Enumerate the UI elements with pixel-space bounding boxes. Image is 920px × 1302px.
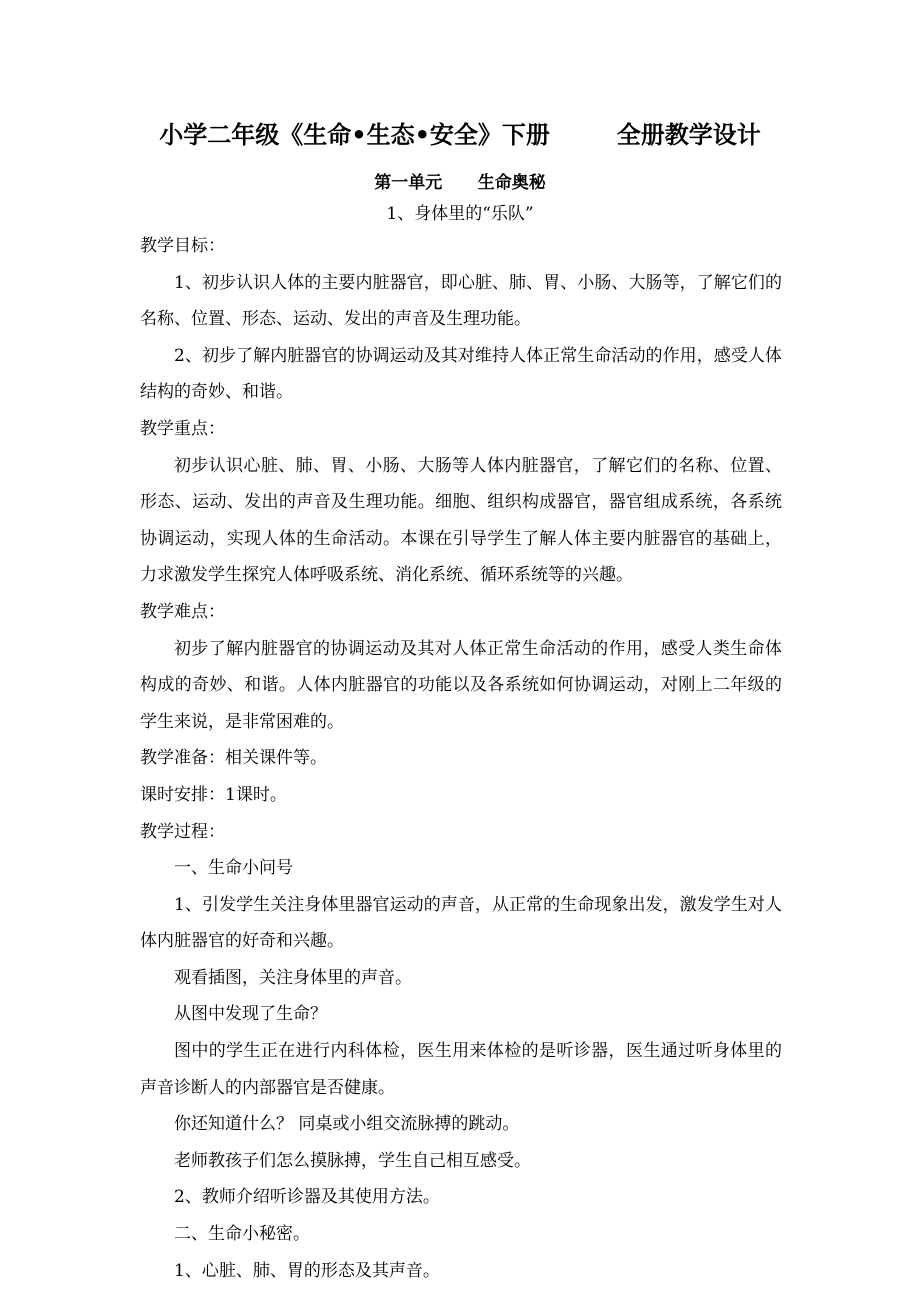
- paragraph: 初步认识心脏、肺、胃、小肠、大肠等人体内脏器官，了解它们的名称、位置、形态、运动、发出的声音及生理功能。细胞、组织构成器官，器官组成系统，各系统协调运动，实现人体的生命活动。本课在引导学生了解人体主要内脏器官的基础上，力求激发学生探究人体呼吸系统、消化系统、循环系统等的兴趣。: [140, 455, 782, 586]
- paragraph: 初步了解内脏器官的协调运动及其对人体正常生命活动的作用，感受人类生命体构成的奇妙、和谐。人体内脏器官的功能以及各系统如何协调运动，对刚上二年级的学生来说，是非常困难的。: [140, 638, 782, 732]
- lesson-heading: 1、身体里的“乐队”: [386, 204, 534, 224]
- document-body: [140, 228, 782, 1289]
- paragraph: 教学重点：: [140, 418, 225, 439]
- paragraph: 1、心脏、肺、胃的形态及其声音。: [174, 1260, 440, 1281]
- paragraph: 图中的学生正在进行内科体检，医生用来体检的是听诊器，医生通过听身体里的声音诊断人的内部器官是否健康。: [140, 1041, 782, 1098]
- paragraph: 教学难点：: [140, 601, 225, 622]
- unit-heading: 第一单元 生命奥秘: [374, 173, 546, 193]
- paragraph: 1、引发学生关注身体里器官运动的声音，从正常的生命现象出发，激发学生对人体内脏器官的好奇和兴趣。: [140, 894, 782, 952]
- paragraph: 从图中发现了生命？: [174, 1004, 327, 1025]
- paragraph: 课时安排：1课时。: [140, 784, 287, 805]
- paragraph: 教学过程：: [140, 821, 225, 842]
- paragraph: 你还知道什么？ 同桌或小组交流脉搏的跳动。: [174, 1114, 520, 1135]
- paragraph: 2、教师介绍听诊器及其使用方法。: [174, 1187, 440, 1208]
- paragraph: 教学目标：: [140, 236, 225, 256]
- document-title: 小学二年级《生命•生态•安全》下册 全册教学设计: [159, 121, 761, 149]
- paragraph: 1、初步认识人体的主要内脏器官，即心脏、肺、胃、小肠、大肠等，了解它们的名称、位置、形态、运动、发出的声音及生理功能。: [140, 272, 782, 330]
- paragraph: 观看插图，关注身体里的声音。: [174, 967, 412, 988]
- paragraph: 2、初步了解内脏器官的协调运动及其对维持人体正常生命活动的作用，感受人体结构的奇妙、和谐。: [140, 345, 782, 403]
- paragraph: 二、生命小秘密。: [174, 1224, 310, 1245]
- paragraph: 一、生命小问号: [174, 858, 293, 879]
- paragraph: 教学准备：相关课件等。: [140, 748, 327, 769]
- paragraph: 老师教孩子们怎么摸脉搏，学生自己相互感受。: [174, 1150, 531, 1171]
